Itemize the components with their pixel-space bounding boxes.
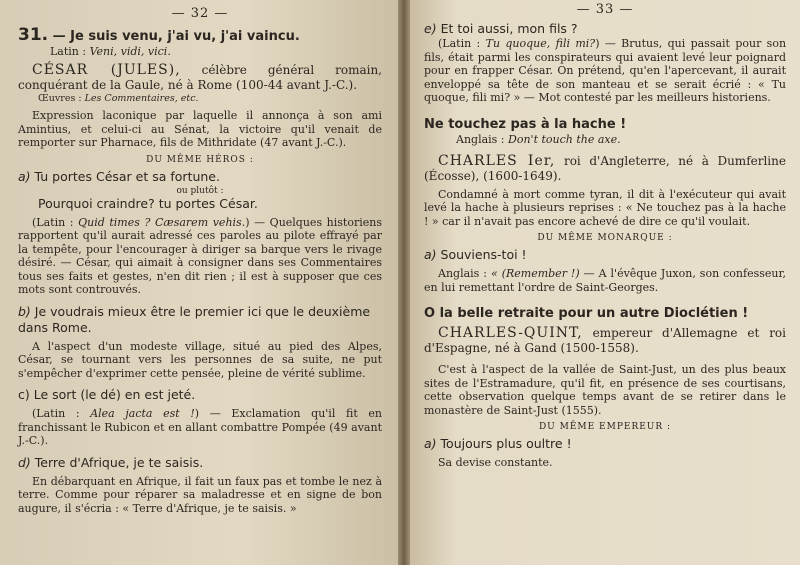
paragraph-text: — Quelques historiens rapportent qu'il aurait adressé ces paroles au pilote effrayé par la tempête, pour l'encourager à diriger sa barque vers le rivage désiré. — César, qui aimait à consigner dans ses Commentaires tous ses faits et gestes, n'en dit rien ; il est à supposer que ces mots sont controuvés. bbox=[18, 215, 382, 296]
quote-text: Tu portes César et sa fortune. bbox=[34, 168, 220, 184]
quote-text: Souviens-toi ! bbox=[440, 247, 527, 262]
quote-d bbox=[18, 455, 382, 471]
item-marker: c) bbox=[18, 387, 30, 402]
quote-text: Le sort (le dé) en est jeté. bbox=[33, 387, 196, 402]
quote-text: Et toi aussi, mon fils ? bbox=[440, 21, 578, 36]
quote-text: Toujours plus oultre ! bbox=[440, 436, 572, 451]
item-marker: b) bbox=[18, 303, 31, 319]
anglais-text: Don't touch the axe. bbox=[508, 132, 621, 146]
latin-quote: Tu quoque, fili mi? bbox=[485, 37, 596, 50]
ou-plutot: ou plutôt : bbox=[176, 185, 224, 196]
entry-title-text: — Je suis venu, j'ai vu, j'ai vaincu. bbox=[52, 29, 300, 44]
quote-a bbox=[424, 247, 786, 263]
person-name: CHARLES-QUINT, bbox=[438, 325, 583, 341]
anglais-line bbox=[456, 133, 786, 147]
entry-title bbox=[18, 27, 382, 45]
entry-number: 31. bbox=[18, 25, 49, 45]
person-desc: roi d'Angleterre, né à Dumferline (Écosse), (1600-1649). bbox=[424, 153, 786, 183]
paragraph-text: ) — Exclamation qu'il fit en franchissant le Rubicon et en allant combattre Pompée (49 avant J.-C.). bbox=[18, 407, 382, 447]
item-marker: e) bbox=[424, 21, 437, 36]
item-marker: a) bbox=[18, 168, 31, 184]
quote-text: Je voudrais mieux être le premier ici que le deuxième dans Rome. bbox=[18, 303, 371, 335]
quote-b bbox=[18, 304, 382, 336]
paragraph: (Latin : Alea jacta est !) — Exclamation qu'il fit en franchissant le Rubicon et en allant combattre Pompée (49 avant J.-C.). bbox=[18, 407, 382, 447]
person-name: CÉSAR (JULES), bbox=[32, 62, 181, 78]
paragraph: Condamné à mort comme tyran, il dit à l'exécuteur qui avait levé la hache à plusieurs reprises : « Ne touchez pas à la hache ! » car il n'avait pas encore achevé de dire ce qu'il voulait. bbox=[424, 187, 786, 228]
section-heading: DU MÊME EMPEREUR : bbox=[538, 422, 672, 432]
quote-c bbox=[18, 387, 382, 403]
oeuvres-text: Les Commentaires, etc. bbox=[84, 93, 199, 104]
paragraph bbox=[424, 267, 786, 294]
left-page bbox=[0, 0, 398, 565]
quote-text: Terre d'Afrique, je te saisis. bbox=[34, 454, 204, 470]
section-heading: DU MÊME MONARQUE : bbox=[537, 233, 673, 243]
anglais-quote: « (Remember !) bbox=[490, 267, 580, 280]
paragraph: C'est à l'aspect de la vallée de Saint-Just, un des plus beaux sites de l'Estramadure, qu'il fit, en présence de ses courtisans, cette observation quelque temps avant de se retirer dans le monastère de Saint-Just (1555). bbox=[424, 363, 786, 417]
latin-label: Latin : bbox=[36, 407, 80, 420]
latin-quote: Quid times ? Cæsarem vehis. bbox=[78, 215, 246, 229]
paragraph-text: ) — Brutus, qui passait pour son fils, était parmi les conspirateurs qui avaient levé leur poignard pour en frapper César. On prétend, qu'en l'apercevant, il aurait enveloppé sa tête de son manteau et se serait écrié : « Tu quoque, fili mi? » — Mot contesté par les meilleurs historiens. bbox=[424, 37, 787, 104]
oeuvres-label: Œuvres : bbox=[38, 93, 82, 104]
page-number: — 33 — bbox=[576, 2, 634, 17]
quote-a bbox=[18, 169, 382, 185]
oeuvres-line bbox=[38, 93, 382, 105]
paragraph: Expression laconique par laquelle il annonça à son ami Amintius, et celui-ci au Sénat, la victoire qu'il venait de remporter sur Pharnace, fils de Mithridate (47 avant J.-C.). bbox=[18, 109, 382, 149]
person-charles-quint bbox=[424, 326, 786, 356]
book-gutter bbox=[398, 0, 410, 565]
paragraph: Sa devise constante. bbox=[438, 456, 553, 469]
entry-title: O la belle retraite pour un autre Dioclétien ! bbox=[424, 306, 749, 321]
entry-title: Ne touchez pas à la hache ! bbox=[424, 116, 627, 132]
person-desc: célèbre général romain, conquérant de la Gaule, né à Rome (100-44 avant J.-C.). bbox=[18, 63, 382, 92]
person-desc: empereur d'Allemagne et roi d'Espagne, né à Gand (1500-1558). bbox=[424, 326, 786, 355]
anglais-label: Anglais : bbox=[438, 267, 487, 280]
item-marker: a) bbox=[424, 436, 437, 451]
page-number: — 32 — bbox=[171, 6, 229, 21]
paragraph: (Latin : Tu quoque, fili mi?) — Brutus, qui passait pour son fils, était parmi les conspirateurs qui avaient levé leur poignard pour en frapper César. On prétend, qu'en l'apercevant, il aurait enveloppé sa tête de son manteau et se serait écrié : « Tu quoque, fili mi? » — Mot contesté par les meilleurs historiens. bbox=[424, 37, 787, 104]
paragraph-text: — A l'évêque Juxon, son confesseur, en lui remettant l'ordre de Saint-Georges. bbox=[424, 267, 787, 294]
latin-label: Latin : bbox=[50, 45, 87, 58]
latin-line bbox=[50, 45, 382, 59]
latin-label: Latin : bbox=[36, 215, 74, 229]
quote-a bbox=[424, 436, 786, 452]
section-heading: DU MÊME HÉROS : bbox=[146, 154, 254, 165]
anglais-label: Anglais : bbox=[456, 132, 505, 146]
latin-label: Latin : bbox=[442, 37, 481, 50]
person-name: CHARLES Ier, bbox=[438, 152, 556, 169]
right-page bbox=[410, 0, 800, 565]
paragraph: A l'aspect d'un modeste village, situé au pied des Alpes, César, se tournant vers les personnes de sa suite, ne put s'empêcher d'exprimer cette pensée, pleine de vérité sublime. bbox=[18, 339, 382, 380]
person-charles bbox=[424, 154, 786, 184]
item-marker: a) bbox=[424, 247, 437, 262]
paragraph: (Latin : Quid times ? Cæsarem vehis.) — Quelques historiens rapportent qu'il aurait adressé ces paroles au pilote effrayé par la tempête, pour l'encourager à diriger sa barque vers le rivage désiré. — César, qui aimait à consigner dans ses Commentaires tous ses faits et gestes, n'en dit rien ; il est à supposer que ces mots sont controuvés. bbox=[18, 215, 382, 296]
person-cesar bbox=[18, 63, 382, 93]
latin-quote: Alea jacta est ! bbox=[90, 407, 195, 420]
item-marker: d) bbox=[18, 454, 31, 470]
latin-text: Veni, vidi, vici. bbox=[89, 45, 171, 58]
quote-e bbox=[424, 21, 786, 37]
quote-a-alt: Pourquoi craindre? tu portes César. bbox=[38, 195, 258, 211]
paragraph: En débarquant en Afrique, il fait un faux pas et tombe le nez à terre. Comme pour réparer sa maladresse et en signe de bon augure, il s'écria : « Terre d'Afrique, je te saisis. » bbox=[18, 474, 382, 515]
